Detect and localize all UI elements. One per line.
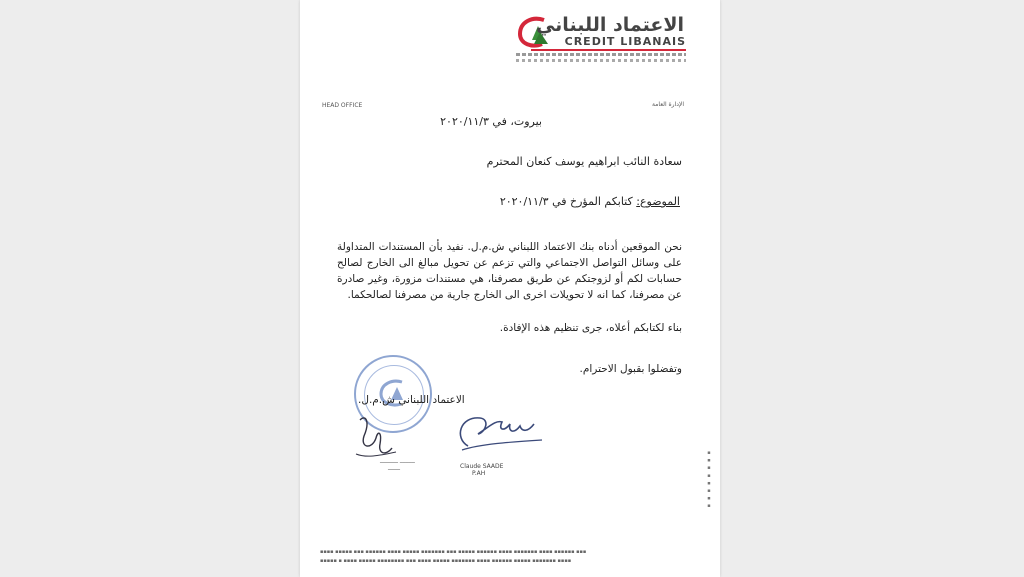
- letterhead-fine-print-1: [516, 53, 686, 56]
- signer-1-title-mark: ____: [388, 463, 400, 470]
- head-office-arabic: الإدارة العامة: [651, 101, 684, 108]
- letter-subject: [500, 195, 680, 208]
- side-reference-code: ▪ ▪ ▪ ▪ ▪ ▪ ▪ ▪: [706, 450, 712, 510]
- head-office-english: HEAD OFFICE: [322, 102, 363, 109]
- letterhead-fine-print-2: [516, 59, 686, 62]
- footer-fine-print-latin: ▪▪▪▪▪ ▪ ▪▪▪▪ ▪▪▪▪▪ ▪▪▪▪▪▪▪▪ ▪▪▪ ▪▪▪▪ ▪▪▪▪▪ ▪▪▪▪▪▪▪ ▪▪▪▪ ▪▪▪▪▪▪ ▪▪▪▪▪ ▪▪▪▪▪▪▪ ▪▪▪▪: [320, 558, 572, 564]
- signer-2-name: Claude SAADE: [460, 463, 504, 470]
- subject-label: الموضوع:: [636, 195, 680, 208]
- signer-1-name-mark: ______ _____: [380, 456, 415, 463]
- letter-paragraph-1: نحن الموقعين أدناه بنك الاعتماد اللبناني ش.م.ل. نفيد بأن المستندات المتداولة على وسائل التواصل الاجتماعي والتي تزعم عن تحويل مبالغ الى الخارج لصالح حسابات لكم أو لزوجتكم عن طريق مصرفنا، هي مستندات مزورة، وغير صادرة عن مصرفنا، كما انه لا تحويلات اخرى الى الخارج جارية من مصرفنا لصالحكما.: [337, 241, 682, 301]
- letter-recipient: سعادة النائب ابراهيم يوسف كنعان المحترم: [486, 155, 682, 168]
- letter-date: بيروت، في ٢٠٢٠/١١/٣: [440, 115, 542, 128]
- signature-2-icon: [450, 410, 550, 458]
- letter-closing: وتفضلوا بقبول الاحترام.: [579, 363, 682, 375]
- letterhead-divider: [531, 49, 686, 51]
- footer-fine-print-arabic: ▪▪▪▪ ▪▪▪▪▪ ▪▪▪ ▪▪▪▪▪▪ ▪▪▪▪ ▪▪▪▪▪ ▪▪▪▪▪▪▪ ▪▪▪ ▪▪▪▪▪ ▪▪▪▪▪▪ ▪▪▪▪ ▪▪▪▪▪▪▪ ▪▪▪▪ ▪▪▪▪▪▪ ▪▪▪: [320, 549, 587, 555]
- company-name-signature: الاعتماد اللبناني ش.م.ل.: [358, 394, 465, 406]
- signer-2-title: P.AH: [472, 470, 486, 477]
- bank-name-english: CREDIT LIBANAIS: [564, 35, 686, 48]
- subject-text: كتابكم المؤرخ في ٢٠٢٠/١١/٣: [499, 195, 633, 208]
- bank-name-arabic: الاعتماد اللبناني: [535, 14, 684, 36]
- letter-page: [300, 0, 720, 577]
- letter-paragraph-2: بناء لكتابكم أعلاه، جرى تنظيم هذه الإفادة.: [499, 322, 682, 334]
